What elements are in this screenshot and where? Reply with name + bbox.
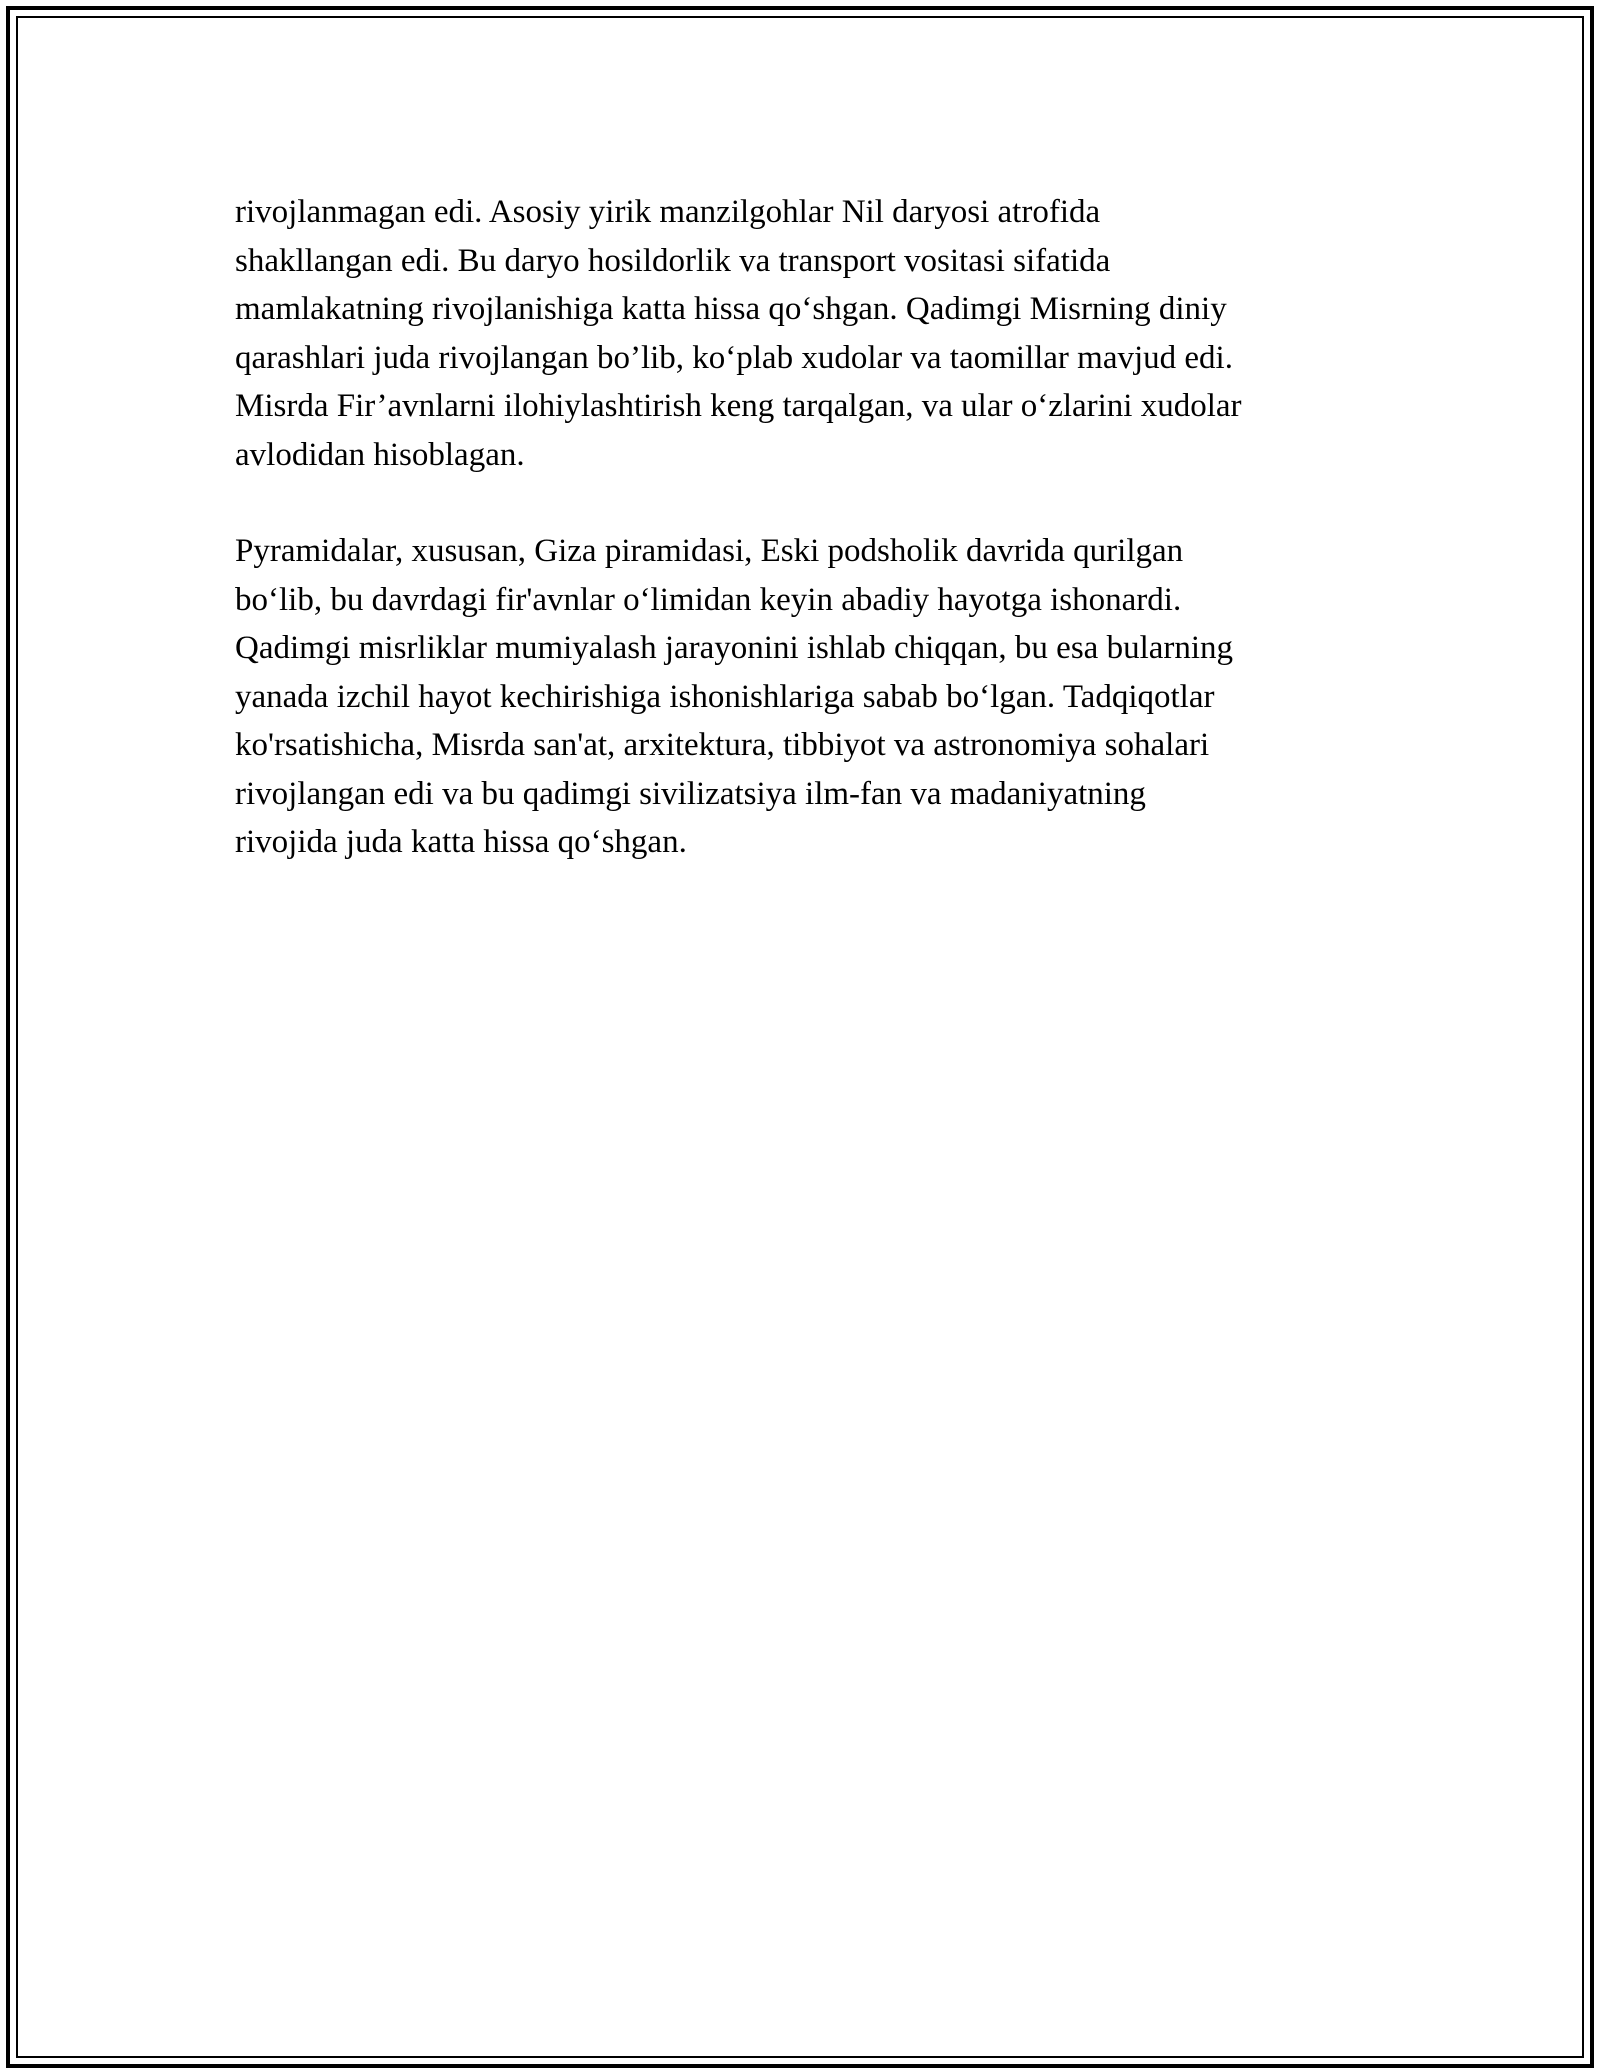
document-body [235, 188, 1375, 915]
text-line: shakllangan edi. Bu daryo hosildorlik va transport vositasi sifatida [235, 242, 1111, 279]
text-line: qarashlari juda rivojlangan bo’lib, ko‘plab xudolar va taomillar mavjud edi. [235, 339, 1233, 376]
text-line: rivojlanmagan edi. Asosiy yirik manzilgohlar Nil daryosi atrofida [235, 194, 1101, 230]
text-line: Misrda Fir’avnlarni ilohiylashtirish keng tarqalgan, va ular o‘zlarini xudolar [235, 388, 1242, 424]
paragraph-2 [235, 527, 1375, 867]
text-line: Qadimgi misrliklar mumiyalash jarayonini ishlab chiqqan, bu esa bularning [235, 630, 1234, 666]
text-line: avlodidan hisoblagan. [235, 436, 525, 473]
paragraph-1 [235, 188, 1375, 479]
text-line: mamlakatning rivojlanishiga katta hissa qo‘shgan. Qadimgi Misrning diniy [235, 291, 1227, 327]
text-line: bo‘lib, bu davrdagi fir'avnlar o‘limidan keyin abadiy hayotga ishonardi. [235, 581, 1182, 618]
text-line: rivojlangan edi va bu qadimgi sivilizatsiya ilm-fan va madaniyatning [235, 775, 1146, 812]
text-line: rivojida juda katta hissa qo‘shgan. [235, 824, 687, 860]
text-line: Pyramidalar, xususan, Giza piramidasi, Eski podsholik davrida qurilgan [235, 533, 1184, 569]
text-line: yanada izchil hayot kechirishiga ishonishlariga sabab bo‘lgan. Tadqiqotlar [235, 678, 1215, 715]
text-line: ko'rsatishicha, Misrda san'at, arxitektura, tibbiyot va astronomiya sohalari [235, 727, 1210, 763]
